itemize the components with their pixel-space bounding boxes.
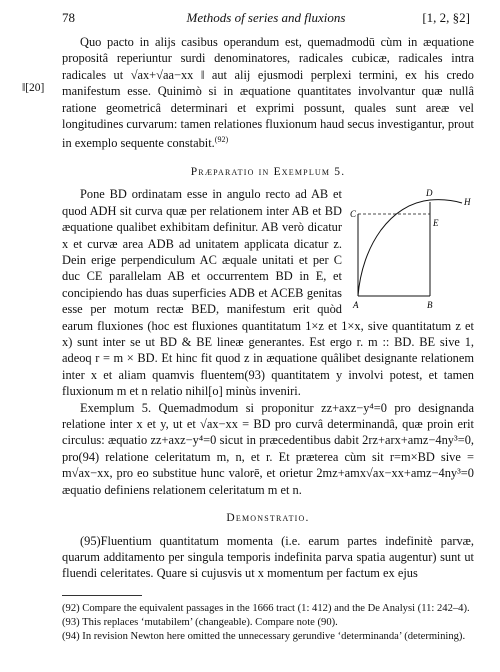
label-H: H (464, 197, 471, 208)
paragraph-1-text: Quo pacto in alijs casibus operandum est, quemadmodū cùm in æquatione propositâ reperiuntur surdi denominatores, radicales cubicæ, radicales intra radicales ut √ax+√aa−xx ‖ aut alij ejusmodi perplexi termini, ex his credo manifestum esse. Quinimò si in æquatione quantitates involvantur quæ nullâ ratione geometricâ determinari et exprimi possunt, quales sunt areæ vel longitudines curvarum: tamen relationes fluxionum haud secus investigantur, prout in exemplo sequente constabit. (62, 35, 474, 151)
footnotes (62, 595, 474, 645)
footnote-rule (62, 595, 142, 596)
label-B: B (427, 300, 433, 311)
paragraph-3: Exemplum 5. Quemadmodum si proponitur zz+axz−y⁴=0 pro designanda relatione inter x et y, ut et √ax−xx = BD pro curvâ determinandâ, quæ proin erit circulus: æquatio zz+axz−y⁴=0 sicut in præcedentibus dabit 2rz+arx+amz−4ny³=0, pro(94) relatione celeritatum m, n, et r. Et præterea cùm sit r=m×BD sive = m√ax−xx, pro eo substitue hunc valorē, et orietur 2mz+amx√ax−xx+amz−4ny³=0 æquatio definiens relationem celeritatum m et n. (62, 400, 474, 497)
section-heading-demonstratio: Demonstratio. (226, 512, 310, 525)
running-title: Methods of series and fluxions (186, 10, 346, 25)
geometric-figure (350, 186, 474, 314)
label-D: D (426, 188, 433, 199)
paragraph-2: Pone BD ordinatam esse in angulo recto ad AB et quod ADH sit curva quæ per relationem inter AB et BD æquatione qualibet exhibitam definitur. AB verò dicatur x et curvæ area ADB ad unitatem applicata dicatur z. Dein erige perpendiculum AC æquale unitati et per C duc CE parallelam AB et occurrentem BD in E, et concipiendo has duas superficies ADB et ACEB genitas esse per motum rectæ BED, manifestum erit quòd earum fluxiones (hoc est fluxiones quantitatum 1×z et 1×x, sive quantitatum z et x) sunt inter se ut BD & BE lineæ generantes. Est ergo r. m :: BD. BE sive 1, adeoq r = m × BD. Et hinc fit quod z in æquatione quâlibet designante relationem inter x et aliam quamvis fluentem(93) quantitatem y involvi potest, et tamen fluxionum m et n relatio nihil[o] minùs inveniri. (62, 187, 474, 399)
section-heading-praeparatio: Præparatio in Exemplum 5. (190, 165, 346, 178)
footnote-92: (92) Compare the equivalent passages in the 1666 tract (1: 412) and the De Analysi (11: 242–4). (62, 603, 470, 614)
label-A: A (353, 300, 359, 311)
footnote-93: (93) This replaces ‘mutabilem’ (changeable). Compare note (90). (62, 617, 338, 629)
margin-folio-note: ‖[20] (22, 82, 45, 94)
paragraph-1 (62, 34, 474, 152)
label-C: C (350, 209, 357, 220)
label-E: E (433, 218, 439, 229)
footnote-94: (94) In revision Newton here omitted the unnecessary gerundive ‘determinanda’ (determining). (62, 631, 466, 643)
running-header (62, 10, 470, 28)
page-number: 78 (62, 10, 75, 25)
paragraph-4: (95)Fluentium quantitatum momenta (i.e. earum partes indefinitè parvæ, quarum additamento per singula temporis indefinita parva spatia augentur) sunt ut fluendi celeritates. Quare si cujusvis ut x momentum per factum ex ejus (62, 533, 474, 581)
main-text (62, 34, 474, 582)
note-ref-92: (92) (214, 135, 229, 145)
section-reference: [1, 2, §2] (422, 10, 470, 25)
